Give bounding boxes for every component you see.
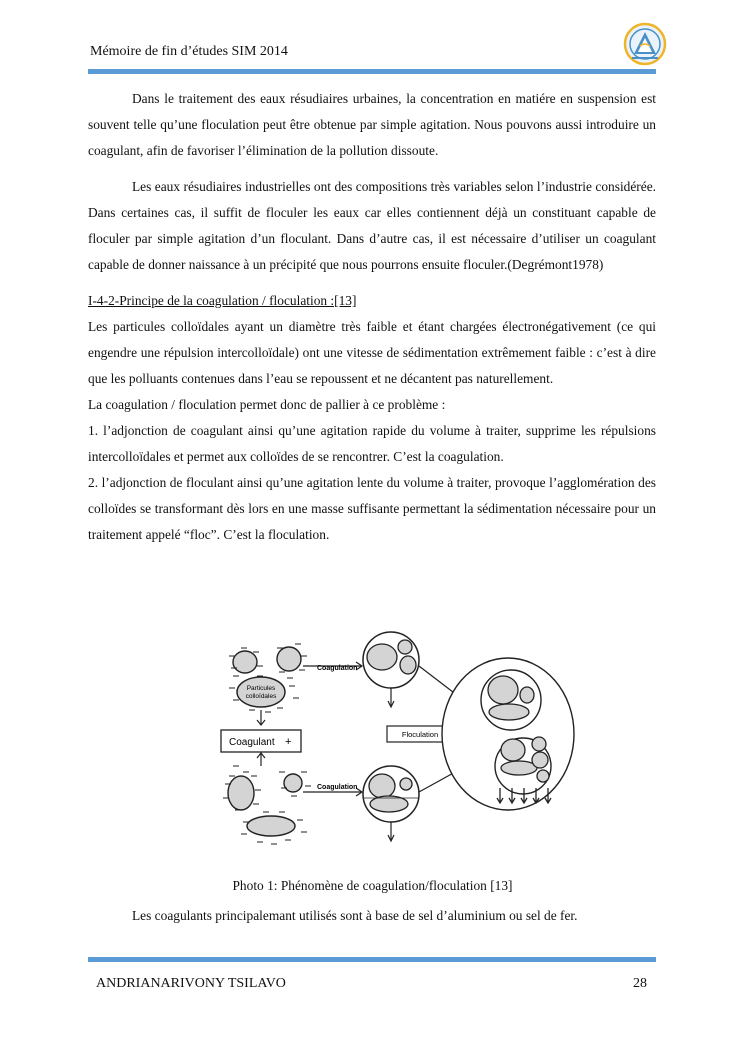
- section-heading: I-4-2-Principe de la coagulation / floculation :[13]: [88, 293, 357, 308]
- coagulation-label-bottom: Coagulation: [317, 784, 358, 791]
- university-logo: [620, 22, 670, 68]
- particles-label-line1: Particules: [246, 685, 276, 692]
- footer-rule: [88, 957, 656, 962]
- paragraph: Les particules colloïdales ayant un diamètre très faible et étant chargées électronégativement (ce qui engendre une répulsion intercolloïdale) ont une vitesse de sédimentation extrêmement faible : c’est à dire que les polluants contenues dans l’eau se repoussent et ne décantent pas naturellement.: [88, 319, 656, 386]
- coagulant-label: Coagulant: [229, 737, 275, 748]
- list-item: 2. l’adjonction de floculant ainsi qu’une agitation lente du volume à traiter, provoque l’agglomération des colloïdes se transformant dès lors en une masse suffisante permettant la sédimentation nécessaire pour un traitement appelé “floc”. C’est la floculation.: [88, 475, 656, 542]
- list-item: 1. l’adjonction de coagulant ainsi qu’une agitation rapide du volume à traiter, supprime les répulsions intercolloïdales et permet aux colloïdes de se rencontrer. C’est la coagulation.: [88, 423, 656, 464]
- closing-paragraph: Les coagulants principalemant utilisés sont à base de sel d’aluminium ou sel de fer.: [132, 908, 578, 923]
- coagulant-plus: +: [285, 736, 292, 748]
- body-text: [88, 86, 656, 548]
- paragraph: Les eaux résudiaires industrielles ont des compositions très variables selon l’industrie considérée. Dans certaines cas, il suffit de floculer les eaux car elles contiennent déjà un constituant capable de floculer par simple agitation d’un floculant. Dans d’autre cas, il est nécessaire d’utiliser un coagulant capable de donner naissance à un précipité que nous pourrons ensuite floculer.(Degrémont1978): [88, 179, 656, 272]
- particles-label-line2: colloïdales: [245, 693, 277, 700]
- page-number: 28: [633, 976, 647, 991]
- paragraph: La coagulation / floculation permet donc de pallier à ce problème :: [88, 397, 446, 412]
- coagulation-diagram: [213, 626, 579, 858]
- header-title: Mémoire de fin d’études SIM 2014: [90, 44, 288, 59]
- header-rule: [88, 69, 656, 74]
- footer-author: ANDRIANARIVONY TSILAVO: [96, 976, 286, 991]
- floculation-label: Floculation: [401, 730, 439, 739]
- paragraph: Dans le traitement des eaux résudiaires urbaines, la concentration en matiére en suspension est souvent telle qu’une floculation peut être obtenue par simple agitation. Nous pouvons aussi introduire un coagulant, afin de favoriser l’élimination de la pollution dissoute.: [88, 91, 656, 158]
- figure-caption: Photo 1: Phénomène de coagulation/floculation [13]: [232, 878, 513, 893]
- coagulation-label-top: Coagulation: [317, 665, 358, 672]
